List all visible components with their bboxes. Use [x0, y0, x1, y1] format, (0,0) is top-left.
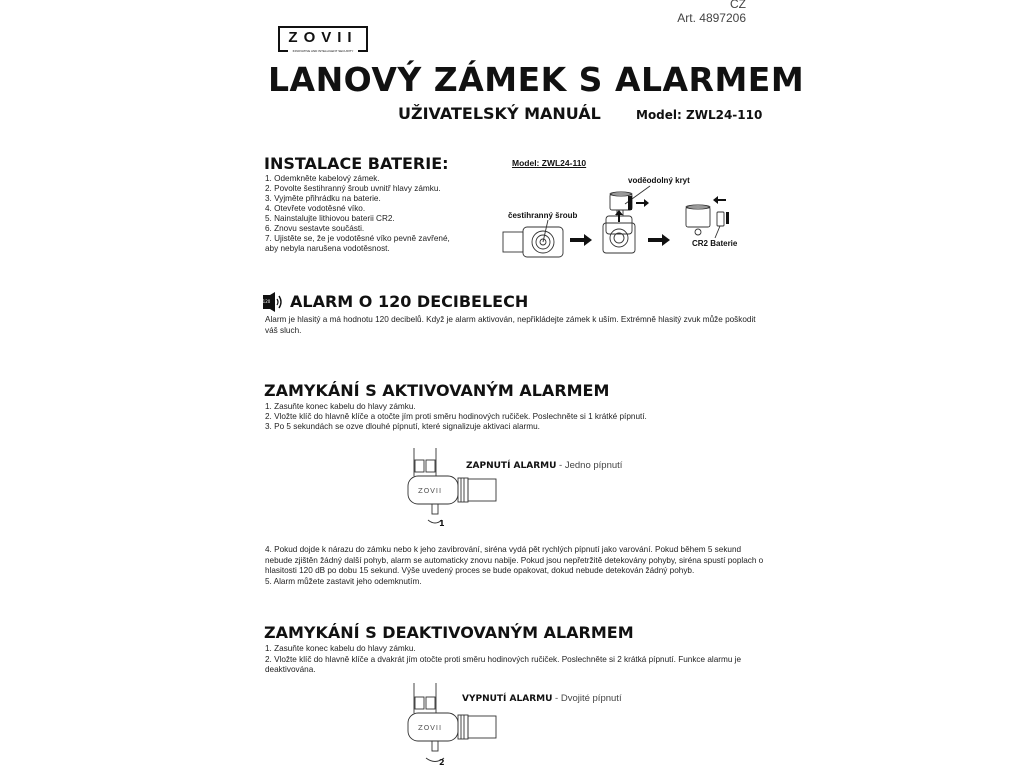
- model-number: Model: ZWL24-110: [636, 108, 763, 122]
- locking-inactive-step: 2. Vložte klíč do hlavně klíče a dvakrát jím otočte proti směru hodinových ručiček. Poslechněte si 2 krátká pípnutí. Funkce alarmu je deaktivována.: [265, 654, 742, 674]
- logo-tagline: INNOVATIVE AND INTELLIGENT SECURITY: [288, 48, 358, 54]
- deactivate-caption-bold: VYPNUTÍ ALARMU: [462, 694, 553, 704]
- locking-inactive-steps: [265, 644, 765, 676]
- locking-inactive-step: 1. Zasuňte konec kabelu do hlavy zámku.: [265, 644, 416, 653]
- brand-logo: [278, 26, 370, 56]
- locking-active-step: 4. Pokud dojde k nárazu do zámku nebo k jeho zavibrování, siréna vydá pět rychlých pípnutí jako varování. Pokud během 5 sekund nebude zjištěn žádný další pohyb, alarm se automaticky znovu nabije. Pokud jsou nepřetržitě detekovány pohyby, siréna spustí poplach o hlasitosti 120 dB po dobu 15 sekund. Výše uvedený proces se bude opakovat, dokud nebude detekován žádný pohyb.: [265, 545, 764, 575]
- battery-step: 2. Povolte šestihranný šroub uvnitř hlavy zámku.: [265, 184, 441, 193]
- battery-steps: [265, 174, 450, 254]
- locking-active-steps: [265, 402, 647, 432]
- locking-active-heading: ZAMYKÁNÍ S AKTIVOVANÝM ALARMEM: [264, 381, 610, 400]
- locking-inactive-heading: ZAMYKÁNÍ S DEAKTIVOVANÝM ALARMEM: [264, 623, 634, 642]
- locking-active-step: 3. Po 5 sekundách se ozve dlouhé pípnutí, které signalizuje aktivaci alarmu.: [265, 422, 540, 431]
- activate-caption-text: - Jedno pípnutí: [556, 460, 623, 471]
- svg-text:120: 120: [262, 299, 271, 304]
- speaker-120db-icon: [262, 292, 284, 312]
- locking-active-step: 2. Vložte klíč do hlavně klíče a otočte jím proti směru hodinových ručiček. Poslechněte si 1 krátké pípnutí.: [265, 412, 647, 421]
- lock-brand: ZOVII: [417, 724, 443, 732]
- activate-caption-bold: ZAPNUTÍ ALARMU: [466, 461, 557, 471]
- label-hex-screw: čestihranný šroub: [508, 211, 578, 220]
- alarm-heading: ALARM O 120 DECIBELECH: [290, 292, 529, 311]
- article-number: Art. 4897206: [677, 11, 746, 25]
- battery-step: aby nebyla narušena vodotěsnost.: [265, 244, 390, 253]
- diagram-model: Model: ZWL24-110: [512, 158, 587, 168]
- locking-active-steps-more: [265, 545, 765, 587]
- page-subtitle: UŽIVATELSKÝ MANUÁL: [398, 104, 601, 123]
- locking-active-step: 5. Alarm můžete zastavit jeho odemknutím.: [265, 576, 422, 586]
- battery-step: 3. Vyjměte přihrádku na baterie.: [265, 194, 381, 203]
- label-cr2-battery: CR2 Baterie: [692, 239, 738, 248]
- deactivate-caption-text: - Dvojité pípnutí: [552, 693, 622, 704]
- svg-text:2: 2: [439, 758, 445, 767]
- deactivate-caption: [462, 693, 622, 704]
- svg-text:1: 1: [439, 519, 445, 528]
- logo-brand: ZOVII: [288, 29, 358, 46]
- alarm-text: Alarm je hlasitý a má hodnotu 120 decibelů. Když je alarm aktivován, nepřikládejte zámek k uším. Extrémně hlasitý zvuk může poškodit váš sluch.: [265, 315, 756, 335]
- locking-active-step: 1. Zasuňte konec kabelu do hlavy zámku.: [265, 402, 416, 411]
- battery-diagram: [500, 180, 740, 260]
- battery-step: 7. Ujistěte se, že je vodotěsné víko pevně zavřené,: [265, 234, 450, 243]
- battery-heading: INSTALACE BATERIE:: [264, 154, 449, 173]
- page-title: LANOVÝ ZÁMEK S ALARMEM: [268, 60, 805, 99]
- activate-caption: [466, 460, 622, 471]
- battery-step: 1. Odemkněte kabelový zámek.: [265, 174, 380, 183]
- battery-step: 5. Nainstalujte lithiovou baterii CR2.: [265, 214, 395, 223]
- language-code: CZ: [730, 0, 746, 11]
- battery-step: 6. Znovu sestavte součásti.: [265, 224, 365, 233]
- lock-brand: ZOVII: [417, 487, 443, 495]
- battery-step: 4. Otevřete vodotěsné víko.: [265, 204, 366, 213]
- label-waterproof-cover: voděodolný kryt: [628, 176, 690, 185]
